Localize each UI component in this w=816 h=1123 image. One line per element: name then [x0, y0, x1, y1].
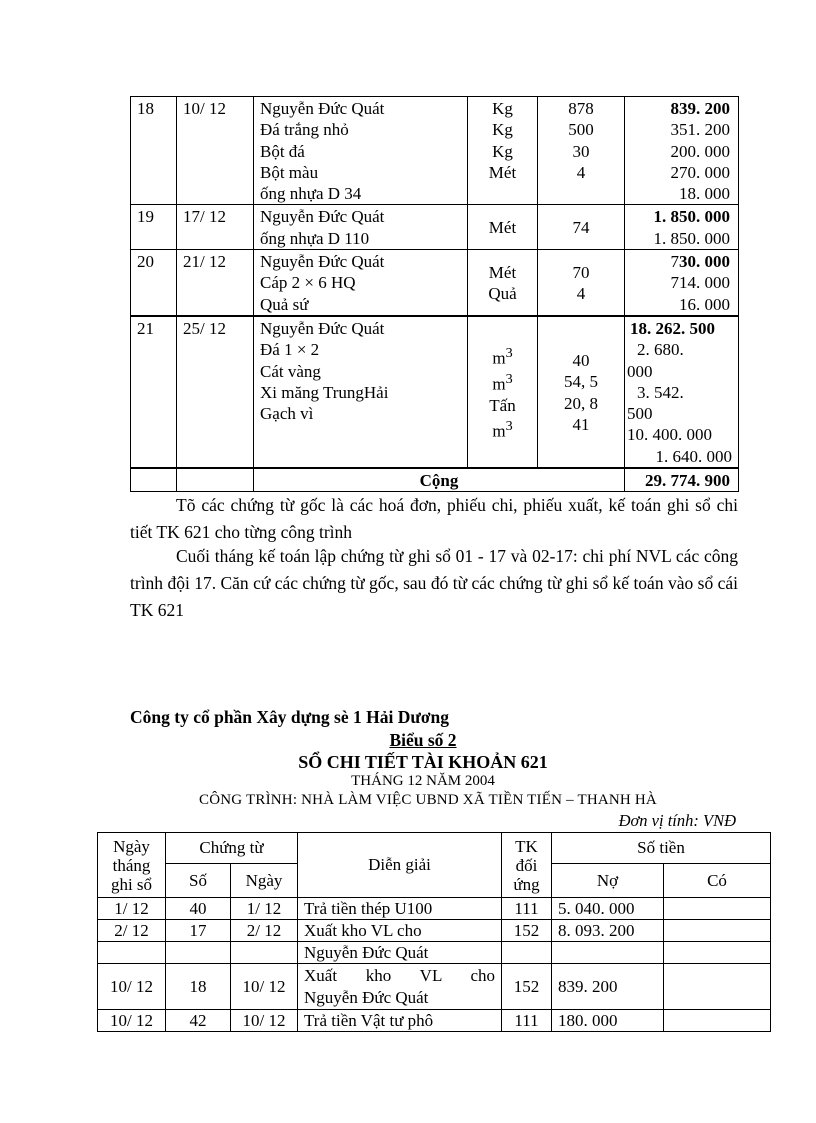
cell-date: 2/ 12	[98, 920, 166, 942]
cell-voucher-no: 18	[166, 964, 231, 1010]
header-line: ghi sổ	[110, 874, 153, 894]
total-row	[131, 468, 739, 492]
row-units	[468, 250, 538, 316]
qty-line: 54, 5	[564, 372, 598, 392]
table-row	[98, 898, 771, 920]
project-name: CÔNG TRÌNH: NHÀ LÀM VIỆC UBND XÃ TIỀN TIẾN – THANH HÀ	[199, 792, 657, 808]
cell-description: Trả tiền thép U100	[298, 898, 502, 920]
row-description	[254, 205, 468, 250]
cell-debit: 5. 040. 000	[552, 898, 664, 920]
header-voucher-no: Số	[166, 864, 231, 898]
desc-line: Nguyễn Đức Quát	[304, 988, 429, 1007]
cell-voucher-date	[231, 942, 298, 964]
header-debit: Nợ	[552, 864, 664, 898]
amount-line: 3. 542.	[637, 382, 684, 402]
row-description	[254, 97, 468, 205]
qty-line: 4	[576, 284, 586, 304]
cell-date	[98, 942, 166, 964]
qty-line: 74	[572, 218, 590, 238]
cell-credit	[664, 920, 771, 942]
table-row	[131, 205, 739, 250]
qty-line: 41	[572, 414, 590, 434]
row-number: 20	[131, 250, 177, 316]
desc-line: Xuất kho VL cho	[304, 966, 495, 985]
account-621-ledger	[97, 832, 771, 1032]
cell-voucher-date: 1/ 12	[231, 898, 298, 920]
row-units	[468, 205, 538, 250]
row-description	[254, 316, 468, 468]
amount-line: 18. 000	[679, 184, 730, 204]
desc-line: Nguyễn Đức Quát	[260, 318, 385, 338]
desc-line: Bột màu	[260, 162, 319, 182]
unit-line: Mét	[488, 262, 517, 282]
qty-line: 20, 8	[564, 393, 598, 413]
amount-line: 16. 000	[679, 294, 730, 314]
header-date	[98, 833, 166, 898]
empty-cell	[131, 468, 177, 492]
desc-line: Bột đá	[260, 141, 305, 161]
row-number: 19	[131, 205, 177, 250]
cell-debit: 8. 093. 200	[552, 920, 664, 942]
row-description	[254, 250, 468, 316]
qty-line: 500	[568, 120, 594, 140]
qty-line: 70	[572, 262, 590, 282]
cell-account: 111	[502, 1010, 552, 1032]
unit-line: Kg	[492, 120, 513, 140]
row-quantities	[538, 205, 625, 250]
desc-line: Nguyễn Đức Quát	[260, 252, 385, 272]
cell-debit: 180. 000	[552, 1010, 664, 1032]
amount-line: 351. 200	[670, 120, 730, 140]
amount-line: 1. 850. 000	[653, 228, 730, 248]
row-quantities	[538, 316, 625, 468]
row-number: 21	[131, 316, 177, 468]
amount-line: 714. 000	[670, 273, 730, 293]
amount-line: 200. 000	[670, 141, 730, 161]
table-row	[131, 97, 739, 205]
table-row	[98, 920, 771, 942]
desc-line: Cát vàng	[260, 361, 321, 381]
qty-line: 30	[572, 141, 590, 161]
cell-voucher-date: 2/ 12	[231, 920, 298, 942]
desc-line: Nguyễn Đức Quát	[260, 99, 385, 118]
header-amount: Số tiền	[552, 833, 771, 864]
header-line: Ngày	[113, 836, 150, 856]
row-quantities	[538, 97, 625, 205]
header-line: ứng	[513, 874, 540, 894]
amount-head-bold: 30. 000	[679, 252, 730, 272]
material-detail-table	[130, 96, 739, 492]
cell-credit	[664, 1010, 771, 1032]
table-row	[131, 316, 739, 468]
unit-line	[474, 343, 531, 369]
table-row	[98, 964, 771, 1010]
company-name: Công ty cổ phần Xây dựng sè 1 Hải Dương	[130, 707, 450, 727]
form-number: Biểu số 2	[389, 730, 457, 750]
row-date: 21/ 12	[177, 250, 254, 316]
cell-voucher-no: 40	[166, 898, 231, 920]
unit-line	[474, 369, 531, 395]
cell-description: Xuất kho VL cho	[298, 920, 502, 942]
unit-line: Mét	[488, 218, 517, 238]
total-label: Cộng	[254, 468, 625, 492]
table-row	[131, 250, 739, 316]
row-number: 18	[131, 97, 177, 205]
amount-line: 270. 000	[670, 162, 730, 182]
desc-line: ống nhựa D 110	[260, 228, 370, 248]
unit-line: Kg	[492, 141, 513, 161]
desc-line: ống nhựa D 34	[260, 184, 362, 204]
header-voucher-date: Ngày	[231, 864, 298, 898]
unit-line	[474, 416, 531, 442]
unit-line: Kg	[492, 99, 513, 118]
desc-line: Đá 1 × 2	[260, 340, 320, 360]
row-units	[468, 97, 538, 205]
cell-account: 152	[502, 920, 552, 942]
header-voucher: Chứng từ	[166, 833, 298, 864]
cell-description	[298, 964, 502, 1010]
header-line: đối	[515, 855, 538, 875]
row-date: 17/ 12	[177, 205, 254, 250]
ledger-title: SỔ CHI TIẾT TÀI KHOẢN 621	[298, 752, 548, 772]
total-amount: 29. 774. 900	[625, 468, 739, 492]
row-units	[468, 316, 538, 468]
qty-line: 40	[572, 350, 590, 370]
desc-line: Nguyễn Đức Quát	[260, 207, 385, 227]
desc-line: Cáp 2 × 6 HQ	[260, 273, 356, 293]
cell-credit	[664, 942, 771, 964]
row-quantities	[538, 250, 625, 316]
cell-debit	[552, 942, 664, 964]
qty-line: 4	[576, 162, 586, 182]
cell-credit	[664, 898, 771, 920]
cell-voucher-no	[166, 942, 231, 964]
amount-line: 500	[627, 404, 653, 424]
cell-debit: 839. 200	[552, 964, 664, 1010]
row-amounts	[625, 250, 739, 316]
cell-date: 10/ 12	[98, 1010, 166, 1032]
desc-line: Đá trắng nhỏ	[260, 120, 349, 140]
amount-line	[631, 251, 730, 272]
unit-line: Tấn	[489, 395, 516, 415]
row-amounts	[625, 316, 739, 468]
empty-cell	[177, 468, 254, 492]
amount-line: 1. 850. 000	[653, 207, 730, 227]
amount-line: 839. 200	[670, 99, 730, 118]
paragraph-source-vouchers: Tõ các chứng từ gốc là các hoá đơn, phiếu chi, phiếu xuất, kế toán ghi sổ chi tiết TK 621 cho từng công trình	[130, 495, 738, 542]
cell-voucher-no: 17	[166, 920, 231, 942]
desc-line: Gạch vì	[260, 404, 314, 424]
cell-account: 152	[502, 964, 552, 1010]
row-date: 10/ 12	[177, 97, 254, 205]
header-account	[502, 833, 552, 898]
desc-line: Quả sứ	[260, 294, 309, 314]
ledger-month: THÁNG 12 NĂM 2004	[351, 773, 495, 789]
amount-line: 18. 262. 500	[630, 318, 715, 338]
cell-date: 10/ 12	[98, 964, 166, 1010]
header-line: TK	[515, 836, 538, 856]
unit-text: m	[492, 348, 506, 368]
header-description: Diễn giải	[298, 833, 502, 898]
amount-line: 000	[627, 361, 653, 381]
unit-superscript: 3	[505, 344, 513, 361]
cell-date: 1/ 12	[98, 898, 166, 920]
unit-line: Quả	[488, 284, 517, 304]
desc-line: Xi măng TrungHải	[260, 382, 389, 402]
unit-text: m	[492, 374, 506, 394]
cell-voucher-no: 42	[166, 1010, 231, 1032]
unit-superscript: 3	[505, 418, 513, 435]
unit-text: m	[492, 421, 506, 441]
cell-account	[502, 942, 552, 964]
table-row	[98, 1010, 771, 1032]
header-credit: Có	[664, 864, 771, 898]
cell-description: Trả tiền Vật tư phô	[298, 1010, 502, 1032]
cell-description: Nguyễn Đức Quát	[298, 942, 502, 964]
unit-line: Mét	[488, 162, 517, 182]
table-row	[98, 942, 771, 964]
cell-voucher-date: 10/ 12	[231, 964, 298, 1010]
cell-voucher-date: 10/ 12	[231, 1010, 298, 1032]
amount-head-plain: 7	[670, 252, 679, 272]
row-amounts	[625, 97, 739, 205]
amount-line: 2. 680.	[637, 340, 684, 360]
header-line: tháng	[112, 855, 151, 875]
amount-line: 1. 640. 000	[655, 446, 732, 466]
unit-superscript: 3	[505, 370, 513, 387]
currency-unit: Đơn vị tính: VNĐ	[618, 811, 736, 830]
cell-credit	[664, 964, 771, 1010]
qty-line: 878	[568, 99, 594, 118]
cell-account: 111	[502, 898, 552, 920]
paragraph-month-end: Cuối tháng kế toán lập chứng từ ghi sổ 01 - 17 và 02-17: chi phí NVL các công trình đội 17. Căn cứ các chứng từ gốc, sau đó từ các chứng từ ghi sổ kế toán vào sổ cái TK 621	[130, 546, 738, 620]
row-amounts	[625, 205, 739, 250]
amount-line: 10. 400. 000	[627, 425, 712, 445]
row-date: 25/ 12	[177, 316, 254, 468]
